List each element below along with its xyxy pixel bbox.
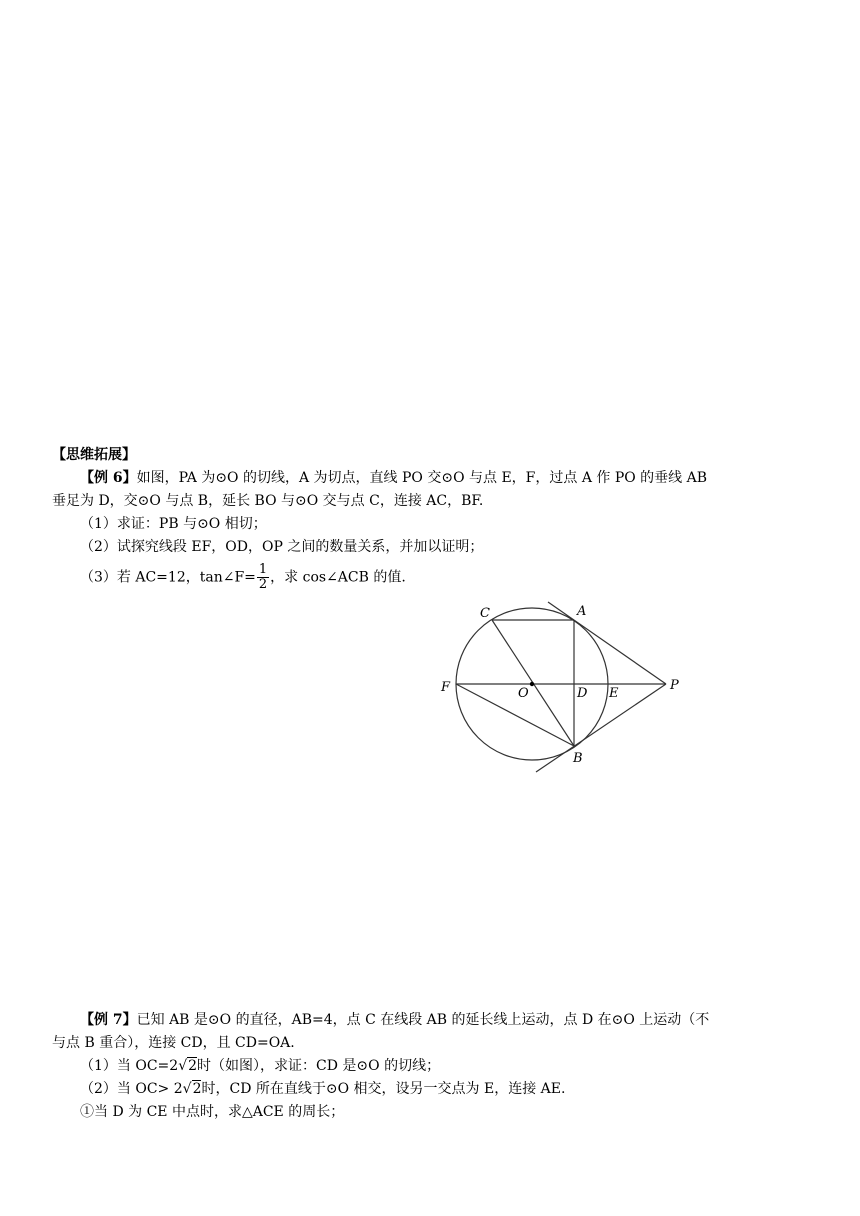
example-6-tag: 【例 6】 <box>80 470 137 486</box>
label-d: D <box>577 686 588 701</box>
label-f: F <box>441 680 451 695</box>
fraction-denominator: 2 <box>258 577 268 592</box>
sqrt-radicand: 2 <box>192 1081 202 1097</box>
q2-prefix: （2）当 OC> 2 <box>80 1081 183 1097</box>
example-6-question-2: （2）试探究线段 EF，OD，OP 之间的数量关系，并加以证明； <box>80 539 484 555</box>
sqrt-sign: √ <box>178 1058 188 1074</box>
example-6-question-1: （1）求证：PB 与⊙O 相切； <box>80 516 267 532</box>
q2-suffix: 时，CD 所在直线于⊙O 相交，设另一交点为 E，连接 AE. <box>201 1081 566 1097</box>
center-point <box>530 682 534 686</box>
example-7-line-2: 与点 B 重合），连接 CD，且 CD=OA. <box>52 1035 295 1051</box>
label-e: E <box>609 686 619 701</box>
q3-suffix: ，求 cos∠ACB 的值. <box>270 569 406 586</box>
example-7-line-1 <box>80 1011 709 1029</box>
label-c: C <box>480 606 490 621</box>
example-7-tag: 【例 7】 <box>80 1012 137 1028</box>
example-7-question-1 <box>80 1057 440 1075</box>
sqrt-sign: √ <box>182 1081 192 1097</box>
tangent-line-b <box>536 684 666 772</box>
example-6-text-1: 如图，PA 为⊙O 的切线，A 为切点，直线 PO 交⊙O 与点 E，F，过点 A 作 PO 的垂线 AB <box>136 470 708 486</box>
label-a: A <box>577 604 587 619</box>
example-6-line-2: 垂足为 D，交⊙O 与点 B，延长 BO 与⊙O 交与点 C，连接 AC，BF. <box>52 493 484 509</box>
section-header: 【思维拓展】 <box>52 447 136 463</box>
label-b: B <box>573 751 583 766</box>
q3-prefix: （3）若 AC=12，tan∠F= <box>80 569 256 586</box>
q1-prefix: （1）当 OC=2 <box>80 1058 179 1074</box>
label-o: O <box>518 686 529 701</box>
fraction-numerator: 1 <box>258 562 268 577</box>
line-fb <box>456 684 574 746</box>
example-7-text-1: 已知 AB 是⊙O 的直径，AB=4，点 C 在线段 AB 的延长线上运动，点 D 在⊙O 上运动（不 <box>136 1012 710 1028</box>
sqrt-radicand: 2 <box>188 1058 198 1074</box>
example-7-question-2-sub: ①当 D 为 CE 中点时，求△ACE 的周长； <box>80 1104 345 1120</box>
example-7-question-2 <box>80 1080 565 1098</box>
label-p: P <box>670 678 679 693</box>
q1-suffix: 时（如图），求证：CD 是⊙O 的切线； <box>197 1058 441 1074</box>
